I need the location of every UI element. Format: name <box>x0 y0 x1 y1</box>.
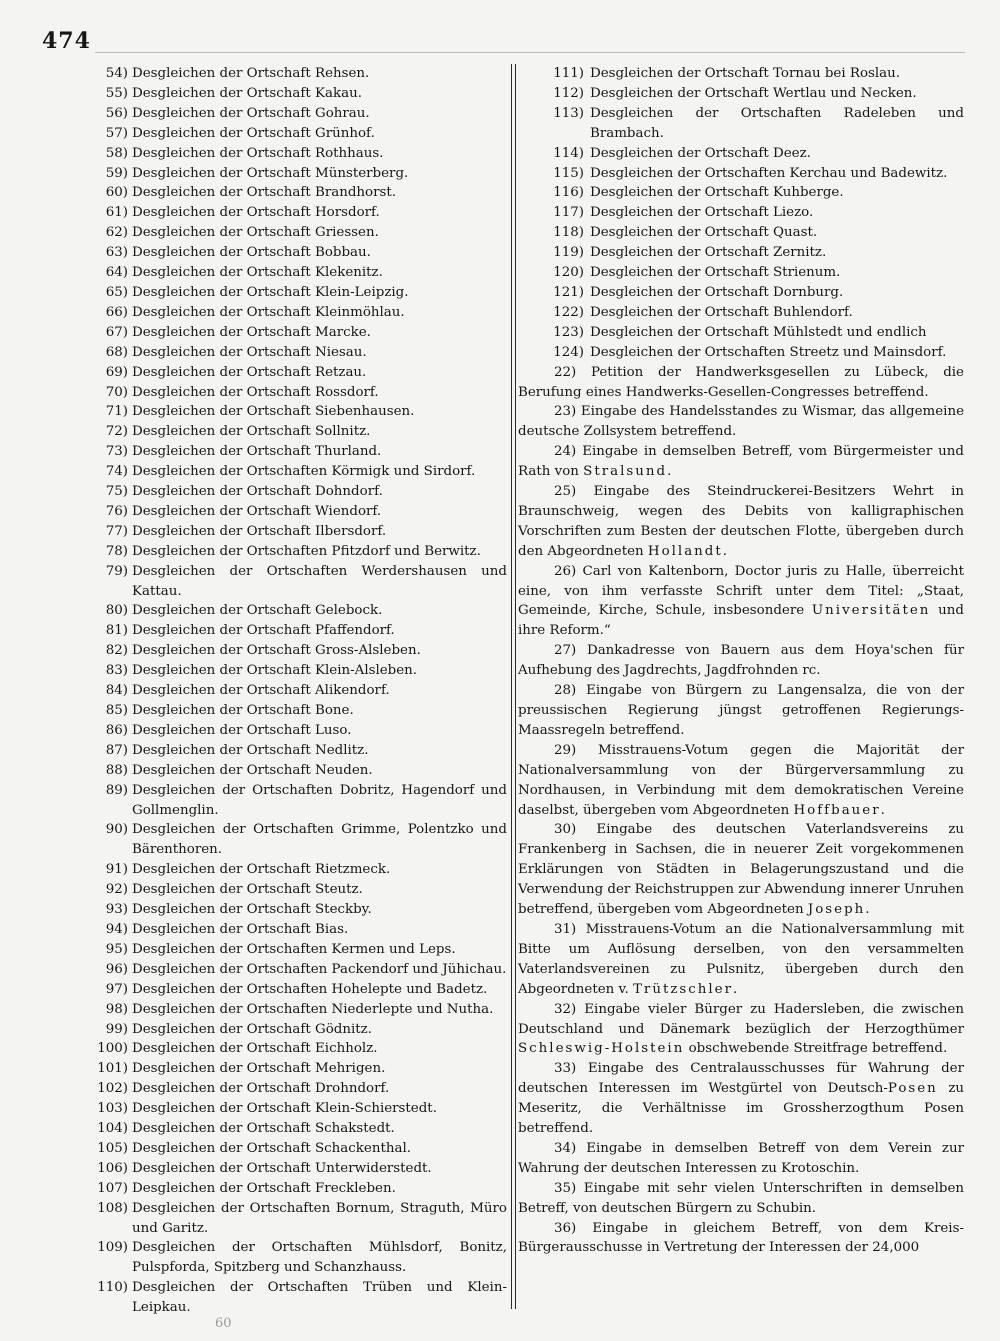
entry-number: 56) <box>105 105 128 121</box>
entry-text: Desgleichen der Ortschaft Kuhberge. <box>590 185 844 201</box>
list-item <box>82 522 507 542</box>
entry-number: 104) <box>97 1121 128 1137</box>
entry-number: 75) <box>105 484 128 500</box>
entry-text: Desgleichen der Ortschaft Bone. <box>132 703 354 718</box>
list-item <box>82 1059 507 1079</box>
entry-number: 99) <box>105 1021 128 1037</box>
petition-paragraph <box>518 562 964 642</box>
entry-text: Desgleichen der Ortschaften Hohelepte und Badetz. <box>132 981 488 997</box>
entry-number: 95) <box>105 941 128 957</box>
entry-number: 62) <box>105 225 128 241</box>
list-item <box>82 303 507 323</box>
entry-text: Desgleichen der Ortschaft Rehsen. <box>132 66 370 81</box>
entry-number: 119) <box>553 245 584 261</box>
paragraph-tail: . <box>733 981 738 997</box>
entry-number: 100) <box>97 1041 128 1057</box>
paragraph-lead: 31) Misstrauens-Votum an die Nationalversammlung mit Bitte um Auflösung derselben, von den versammelten Vaterlandsvereinen zu Pulsnitz, übergeben durch den Abgeordneten v. <box>518 921 964 997</box>
entry-number: 123) <box>553 324 584 340</box>
page-number: 474 <box>42 28 91 54</box>
entry-number: 117) <box>553 205 584 221</box>
entry-number: 78) <box>105 543 128 559</box>
paragraph-lead: 34) Eingabe in demselben Betreff von dem Verein zur Wahrung der deutschen Interessen zu Krotoschin. <box>518 1140 964 1176</box>
left-column <box>82 64 507 1318</box>
entry-text: Desgleichen der Ortschaft Pfaffendorf. <box>132 623 395 639</box>
entry-text: Desgleichen der Ortschaft Buhlendorf. <box>590 304 853 320</box>
list-item <box>518 84 964 104</box>
entry-text: Desgleichen der Ortschaft Gödnitz. <box>132 1021 372 1037</box>
list-item <box>518 303 964 323</box>
entry-number: 93) <box>105 902 128 918</box>
entry-text: Desgleichen der Ortschaft Neuden. <box>132 762 373 778</box>
list-item <box>82 482 507 502</box>
entry-number: 67) <box>105 324 128 340</box>
entry-number: 80) <box>105 603 128 619</box>
entry-text: Desgleichen der Ortschaft Alikendorf. <box>132 683 390 699</box>
petition-paragraph <box>518 820 964 920</box>
entry-number: 115) <box>553 165 584 181</box>
list-item <box>518 263 964 283</box>
entry-number: 74) <box>105 464 128 480</box>
entry-number: 66) <box>105 304 128 320</box>
entry-number: 54) <box>105 66 128 81</box>
entry-number: 69) <box>105 364 128 380</box>
paragraph-spaced: Schleswig-Holstein <box>518 1041 685 1057</box>
column-divider <box>511 64 516 1309</box>
entry-text: Desgleichen der Ortschaften Körmigk und Sirdorf. <box>132 464 476 480</box>
entry-text: Desgleichen der Ortschaft Tornau bei Roslau. <box>590 66 901 81</box>
petition-paragraph <box>518 681 964 741</box>
entry-text: Desgleichen der Ortschaft Steutz. <box>132 882 363 898</box>
paragraph-tail: . <box>667 464 672 480</box>
paragraph-lead: 24) Eingabe in demselben Betreff, vom Bürgermeister und Rath von <box>518 444 964 480</box>
entry-text: Desgleichen der Ortschaften Pfitzdorf und Berwitz. <box>132 543 481 559</box>
paragraph-lead: 29) Misstrauens-Votum gegen die Majorität der Nationalversammlung von der Bürgerversammlung zu Nordhausen, in Verbindung mit dem demokratischen Vereine daselbst, übergeben vom Abgeordneten <box>518 742 964 818</box>
list-item <box>82 343 507 363</box>
entry-text: Desgleichen der Ortschaft Strienum. <box>590 265 841 281</box>
entry-number: 112) <box>553 85 584 101</box>
entry-text: Desgleichen der Ortschaft Wertlau und Necken. <box>590 85 917 101</box>
entry-number: 108) <box>97 1200 128 1216</box>
paragraph-lead: 35) Eingabe mit sehr vielen Unterschriften in demselben Betreff, von deutschen Bürgern zu Schubin. <box>518 1180 964 1216</box>
entry-number: 89) <box>105 782 128 798</box>
entry-text: Desgleichen der Ortschaft Drohndorf. <box>132 1081 390 1097</box>
entry-number: 79) <box>105 563 128 579</box>
paragraph-spaced: Posen <box>887 1081 938 1097</box>
list-item <box>518 64 964 84</box>
entry-number: 76) <box>105 503 128 519</box>
entry-text: Desgleichen der Ortschaft Sollnitz. <box>132 424 371 440</box>
entry-text: Desgleichen der Ortschaft Kleinmöhlau. <box>132 304 405 320</box>
paragraph-spaced: Trützschler <box>633 981 733 997</box>
entry-number: 122) <box>553 304 584 320</box>
list-item <box>82 502 507 522</box>
list-item <box>82 462 507 482</box>
petition-paragraph <box>518 363 964 403</box>
list-item <box>82 661 507 681</box>
entry-number: 102) <box>97 1081 128 1097</box>
entry-number: 82) <box>105 643 128 659</box>
entry-number: 106) <box>97 1160 128 1176</box>
entry-text: Desgleichen der Ortschaft Griessen. <box>132 225 379 241</box>
list-item <box>82 383 507 403</box>
entry-text: Desgleichen der Ortschaften Kermen und Leps. <box>132 941 456 957</box>
entry-text: Desgleichen der Ortschaften Bornum, Straguth, Müro und Garitz. <box>132 1200 507 1236</box>
list-item <box>82 820 507 860</box>
entry-text: Desgleichen der Ortschaft Mühlstedt und endlich <box>590 324 927 340</box>
list-item <box>518 164 964 184</box>
footer-mark: 60 <box>215 1316 232 1331</box>
list-item <box>82 1020 507 1040</box>
list-item <box>82 1238 507 1278</box>
paragraph-tail: zu Meseritz, die Verhältnisse im Grossherzogthum Posen betreffend. <box>518 1081 964 1137</box>
entry-text: Desgleichen der Ortschaft Klein-Schierstedt. <box>132 1101 437 1117</box>
entry-text: Desgleichen der Ortschaft Deez. <box>590 145 811 161</box>
entry-text: Desgleichen der Ortschaften Mühlsdorf, Bonitz, Pulspforda, Spitzberg und Schanzhauss. <box>132 1240 507 1276</box>
entry-number: 60) <box>105 185 128 201</box>
list-item <box>82 223 507 243</box>
paragraph-spaced: Hoffbauer <box>793 802 881 818</box>
entry-text: Desgleichen der Ortschaften Werdershausen und Kattau. <box>132 563 507 599</box>
entry-text: Desgleichen der Ortschaften Radeleben und Brambach. <box>590 105 964 141</box>
list-item <box>82 124 507 144</box>
entry-number: 94) <box>105 921 128 937</box>
entry-number: 61) <box>105 205 128 221</box>
list-item <box>82 84 507 104</box>
petition-paragraph <box>518 482 964 562</box>
paragraph-spaced: Hollandt <box>647 543 723 559</box>
entry-number: 107) <box>97 1180 128 1196</box>
list-item <box>82 323 507 343</box>
entry-number: 68) <box>105 344 128 360</box>
entry-text: Desgleichen der Ortschaft Rietzmeck. <box>132 862 391 878</box>
entry-text: Desgleichen der Ortschaften Packendorf und Jühichau. <box>132 961 507 977</box>
list-item <box>82 1139 507 1159</box>
entry-number: 103) <box>97 1101 128 1117</box>
entry-text: Desgleichen der Ortschaft Horsdorf. <box>132 205 380 221</box>
paragraph-lead: 32) Eingabe vieler Bürger zu Hadersleben, die zwischen Deutschland und Dänemark bezüglich der Herzogthümer <box>518 1001 964 1037</box>
paragraph-lead: 27) Dankadresse von Bauern aus dem Hoya'schen für Aufhebung des Jagdrechts, Jagdfrohnden rc. <box>518 643 964 679</box>
entry-number: 65) <box>105 284 128 300</box>
entry-text: Desgleichen der Ortschaft Gohrau. <box>132 105 370 121</box>
entry-number: 120) <box>553 265 584 281</box>
entry-number: 55) <box>105 85 128 101</box>
entry-number: 101) <box>97 1061 128 1077</box>
list-item <box>82 1199 507 1239</box>
petition-paragraph <box>518 1139 964 1179</box>
paragraph-tail: obschwebende Streitfrage betreffend. <box>684 1041 948 1057</box>
list-item <box>82 621 507 641</box>
entry-number: 105) <box>97 1140 128 1156</box>
petition-paragraph <box>518 641 964 681</box>
list-item <box>82 1039 507 1059</box>
paragraph-lead: 28) Eingabe von Bürgern zu Langensalza, die von der preussischen Regierung jüngst getroffenen Regierungs-Maassregeln betreffend. <box>518 683 964 738</box>
list-item <box>82 1099 507 1119</box>
entry-number: 96) <box>105 961 128 977</box>
entry-number: 73) <box>105 444 128 460</box>
list-item <box>82 721 507 741</box>
entry-text: Desgleichen der Ortschaft Dohndorf. <box>132 484 383 500</box>
list-item <box>82 880 507 900</box>
list-item <box>82 1000 507 1020</box>
list-item <box>82 781 507 821</box>
paragraph-lead: 30) Eingabe des deutschen Vaterlandsvereins zu Frankenberg in Sachsen, die in neuerer Zeit vorgekommenen Erklärungen von Städten in Belagerungszustand und die Verwendung der Reichstruppen zur Abwendung innerer Unruhen betreffend, übergeben vom Abgeordneten <box>518 822 965 918</box>
list-item <box>518 183 964 203</box>
entry-number: 121) <box>553 284 584 300</box>
entry-text: Desgleichen der Ortschaft Brandhorst. <box>132 185 397 201</box>
paragraph-tail: . <box>880 802 885 818</box>
entry-text: Desgleichen der Ortschaften Niederlepte und Nutha. <box>132 1001 494 1017</box>
entry-number: 88) <box>105 762 128 778</box>
list-item <box>82 1159 507 1179</box>
entry-number: 58) <box>105 145 128 161</box>
entry-text: Desgleichen der Ortschaft Rothhaus. <box>132 145 384 161</box>
list-item <box>82 164 507 184</box>
list-item <box>82 562 507 602</box>
list-item <box>82 860 507 880</box>
petition-paragraph <box>518 442 964 482</box>
list-item <box>82 761 507 781</box>
paragraph-lead: 33) Eingabe des Centralausschusses für Wahrung der deutschen Interessen im Westgürtel von Deutsch- <box>518 1061 964 1097</box>
entry-number: 97) <box>105 981 128 997</box>
paragraph-lead: 22) Petition der Handwerksgesellen zu Lübeck, die Berufung eines Handwerks-Gesellen-Congresses betreffend. <box>518 364 964 400</box>
paragraph-tail: . <box>722 543 728 559</box>
list-item <box>82 144 507 164</box>
entry-number: 114) <box>553 145 584 161</box>
entry-number: 92) <box>105 882 128 898</box>
list-item <box>518 283 964 303</box>
entry-number: 72) <box>105 424 128 440</box>
entry-number: 84) <box>105 683 128 699</box>
entry-number: 91) <box>105 862 128 878</box>
list-item <box>82 681 507 701</box>
entry-text: Desgleichen der Ortschaft Quast. <box>590 225 818 241</box>
entry-text: Desgleichen der Ortschaft Klein-Leipzig. <box>132 284 409 300</box>
entry-text: Desgleichen der Ortschaft Klekenitz. <box>132 265 383 281</box>
list-item <box>82 402 507 422</box>
entry-text: Desgleichen der Ortschaft Bobbau. <box>132 245 371 261</box>
list-item <box>82 960 507 980</box>
entry-text: Desgleichen der Ortschaft Unterwiderstedt. <box>132 1160 432 1176</box>
list-item <box>82 641 507 661</box>
paragraph-lead: 26) Carl von Kaltenborn, Doctor juris zu Halle, überreicht eine, von ihm verfasste Schrift unter dem Titel: „Staat, Gemeinde, Kirche, Schule, insbesondere <box>518 563 964 619</box>
entry-number: 64) <box>105 265 128 281</box>
entry-number: 90) <box>105 822 128 838</box>
list-item <box>82 422 507 442</box>
list-item <box>518 323 964 343</box>
list-item <box>82 1179 507 1199</box>
entry-text: Desgleichen der Ortschaft Wiendorf. <box>132 503 382 519</box>
entry-number: 85) <box>105 703 128 718</box>
list-item <box>518 343 964 363</box>
entry-text: Desgleichen der Ortschaft Steckby. <box>132 902 372 918</box>
entry-text: Desgleichen der Ortschaft Mehrigen. <box>132 1061 386 1077</box>
list-item <box>518 104 964 144</box>
entry-text: Desgleichen der Ortschaft Niesau. <box>132 344 367 360</box>
entry-number: 86) <box>105 722 128 738</box>
list-item <box>518 243 964 263</box>
entry-number: 110) <box>97 1280 128 1296</box>
entry-number: 113) <box>553 105 584 121</box>
entry-number: 111) <box>553 66 584 81</box>
entry-number: 124) <box>553 344 584 360</box>
entry-text: Desgleichen der Ortschaft Schackenthal. <box>132 1140 411 1156</box>
entry-number: 109) <box>97 1240 128 1256</box>
petition-paragraph <box>518 1000 964 1060</box>
entry-number: 70) <box>105 384 128 400</box>
paragraph-spaced: Stralsund <box>583 464 668 480</box>
paragraph-spaced: Joseph <box>807 902 866 918</box>
paragraph-lead: 36) Eingabe in gleichem Betreff, von dem Kreis-Bürgerausschusse in Vertretung der Interessen der 24,000 <box>518 1220 964 1256</box>
list-item <box>82 283 507 303</box>
entry-text: Desgleichen der Ortschaft Retzau. <box>132 364 367 380</box>
entry-text: Desgleichen der Ortschaften Trüben und Klein-Leipkau. <box>132 1280 507 1316</box>
petition-paragraph <box>518 1179 964 1219</box>
paragraph-tail: . <box>865 902 870 918</box>
entry-text: Desgleichen der Ortschaft Schakstedt. <box>132 1121 395 1137</box>
entry-number: 63) <box>105 245 128 261</box>
entry-number: 98) <box>105 1001 128 1017</box>
entry-number: 83) <box>105 663 128 679</box>
list-item <box>82 1278 507 1318</box>
list-item <box>82 542 507 562</box>
entry-text: Desgleichen der Ortschaft Kakau. <box>132 85 362 101</box>
list-item <box>82 601 507 621</box>
list-item <box>82 1079 507 1099</box>
entry-number: 59) <box>105 165 128 181</box>
list-item <box>82 1119 507 1139</box>
petition-paragraph <box>518 920 964 1000</box>
list-item <box>82 442 507 462</box>
entry-text: Desgleichen der Ortschaft Thurland. <box>132 444 382 460</box>
entry-text: Desgleichen der Ortschaften Dobritz, Hagendorf und Gollmenglin. <box>132 782 507 818</box>
list-item <box>82 203 507 223</box>
entry-text: Desgleichen der Ortschaft Gross-Alsleben. <box>132 643 421 659</box>
entry-text: Desgleichen der Ortschaft Dornburg. <box>590 284 844 300</box>
entry-text: Desgleichen der Ortschaft Luso. <box>132 722 352 738</box>
list-item <box>82 64 507 84</box>
list-item <box>518 144 964 164</box>
paragraph-lead: 23) Eingabe des Handelsstandes zu Wismar, das allgemeine deutsche Zollsystem betreffend. <box>518 404 964 440</box>
list-item <box>82 183 507 203</box>
paragraph-tail: und ihre Reform.“ <box>518 603 964 639</box>
entry-number: 81) <box>105 623 128 639</box>
entry-number: 71) <box>105 404 128 420</box>
entry-text: Desgleichen der Ortschaft Ilbersdorf. <box>132 523 387 539</box>
paragraph-spaced: Universitäten <box>811 603 931 619</box>
entry-number: 57) <box>105 125 128 141</box>
petition-paragraph <box>518 402 964 442</box>
entry-text: Desgleichen der Ortschaft Bias. <box>132 921 349 937</box>
header-rule <box>95 52 965 53</box>
entry-text: Desgleichen der Ortschaft Rossdorf. <box>132 384 379 400</box>
list-item <box>82 263 507 283</box>
entry-text: Desgleichen der Ortschaft Liezo. <box>590 205 814 221</box>
entry-text: Desgleichen der Ortschaften Grimme, Polentzko und Bärenthoren. <box>132 822 507 858</box>
list-item <box>518 223 964 243</box>
entry-text: Desgleichen der Ortschaft Siebenhausen. <box>132 404 415 420</box>
entry-number: 116) <box>553 185 584 201</box>
list-item <box>82 980 507 1000</box>
petition-paragraph <box>518 741 964 821</box>
list-item <box>82 243 507 263</box>
paragraph-lead: 25) Eingabe des Steindruckerei-Besitzers Wehrt in Braunschweig, wegen des Debits von kalligraphischen Vorschriften zum Besten der deutschen Flotte, übergeben durch den Abgeordneten <box>518 484 964 559</box>
list-item <box>82 104 507 124</box>
entry-text: Desgleichen der Ortschaft Münsterberg. <box>132 165 409 181</box>
entry-text: Desgleichen der Ortschaft Marcke. <box>132 324 371 340</box>
entry-text: Desgleichen der Ortschaft Klein-Alsleben. <box>132 663 418 679</box>
right-column <box>518 64 964 1258</box>
entry-text: Desgleichen der Ortschaften Kerchau und Badewitz. <box>590 165 948 181</box>
list-item <box>518 203 964 223</box>
entry-number: 77) <box>105 523 128 539</box>
entry-text: Desgleichen der Ortschaft Nedlitz. <box>132 742 369 758</box>
petition-paragraph <box>518 1219 964 1259</box>
list-item <box>82 940 507 960</box>
right-paragraphs <box>518 363 964 1259</box>
petition-paragraph <box>518 1059 964 1139</box>
list-item <box>82 920 507 940</box>
entry-text: Desgleichen der Ortschaften Streetz und Mainsdorf. <box>590 344 947 360</box>
entry-text: Desgleichen der Ortschaft Gelebock. <box>132 603 383 619</box>
list-item <box>82 900 507 920</box>
right-list <box>518 64 964 363</box>
entry-text: Desgleichen der Ortschaft Grünhof. <box>132 125 375 141</box>
entry-text: Desgleichen der Ortschaft Eichholz. <box>132 1041 378 1057</box>
list-item <box>82 741 507 761</box>
list-item <box>82 701 507 721</box>
entry-number: 118) <box>553 225 584 241</box>
entry-number: 87) <box>105 742 128 758</box>
list-item <box>82 363 507 383</box>
entry-text: Desgleichen der Ortschaft Zernitz. <box>590 245 827 261</box>
entry-text: Desgleichen der Ortschaft Freckleben. <box>132 1180 396 1196</box>
